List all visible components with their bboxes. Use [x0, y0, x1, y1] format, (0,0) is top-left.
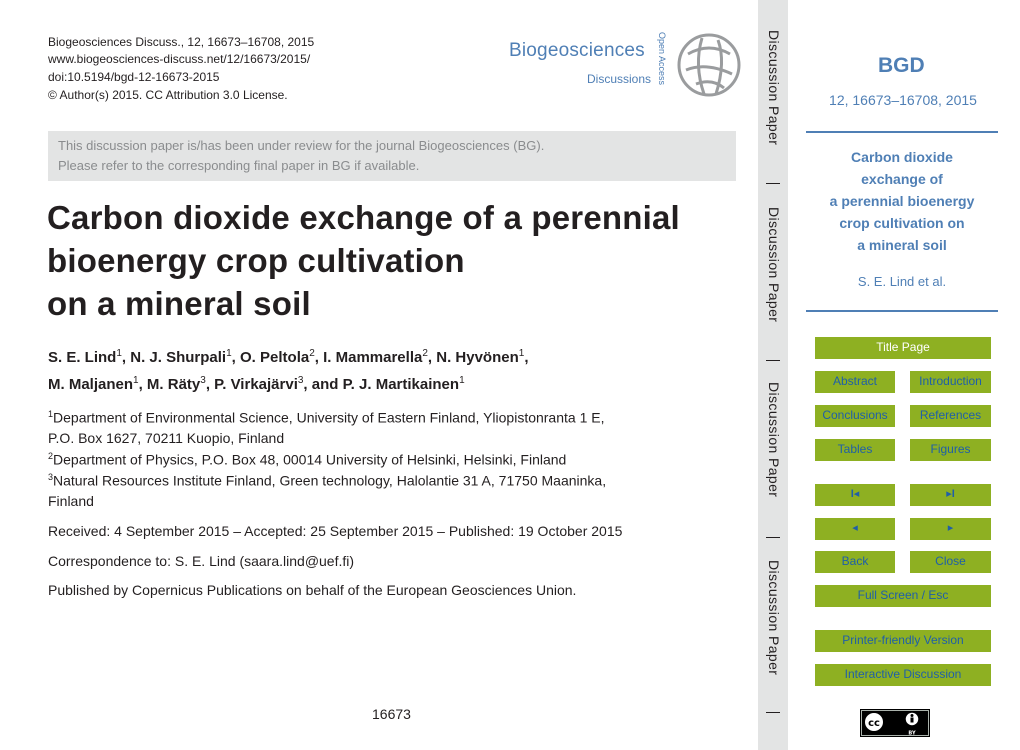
paper-title-line-2: bioenergy crop cultivation	[47, 242, 465, 279]
first-page-button[interactable]: I◂	[815, 484, 895, 506]
affiliation-text-cont: P.O. Box 1627, 70211 Kuopio, Finland	[48, 429, 285, 446]
strip-separator	[766, 537, 780, 538]
last-page-button[interactable]: ▸I	[910, 484, 991, 506]
author-line-1: S. E. Lind$^1$, N. J. Shurpali$^1$, O. Peltola$^2$, I. Mammarella$^2$, N. Hyvönen$^1$,	[48, 348, 529, 366]
discussion-paper-label: Discussion Paper	[766, 30, 782, 146]
affiliation-text: Department of Physics, P.O. Box 48, 00014 University of Helsinki, Helsinki, Finland	[53, 451, 567, 468]
strip-separator	[766, 183, 780, 184]
sidebar-title-line: crop cultivation on	[839, 215, 965, 231]
publisher-line: Published by Copernicus Publications on behalf of the European Geosciences Union.	[48, 582, 577, 598]
author-name: O. Peltola	[240, 349, 310, 366]
discussion-paper-label: Discussion Paper	[766, 207, 782, 323]
paper-title-line-3: on a mineral soil	[47, 285, 311, 322]
copyright-line: © Author(s) 2015. CC Attribution 3.0 License.	[48, 88, 288, 102]
author-and: and	[311, 376, 339, 393]
journal-logo-title: Biogeosciences	[509, 40, 645, 61]
affiliation-sup: 1	[48, 409, 54, 419]
author-affil-sup: 3	[200, 375, 206, 386]
affiliation-text: Natural Resources Institute Finland, Green technology, Halolantie 31 A, 71750 Maaninka,	[53, 472, 607, 489]
affiliation-sup: 3	[48, 472, 54, 482]
affiliation-3	[48, 467, 738, 511]
author-name: M. Maljanen	[48, 376, 134, 393]
conclusions-button[interactable]: Conclusions	[815, 405, 895, 427]
journal-abbreviation: BGD	[878, 54, 925, 77]
next-page-button[interactable]: ▸	[910, 518, 991, 540]
svg-text:Open Access: Open Access	[657, 32, 667, 86]
sidebar-paper-title	[806, 146, 998, 256]
full-screen-button[interactable]: Full Screen / Esc	[815, 585, 991, 607]
author-affil-sup: 1	[226, 348, 232, 359]
sidebar-title-line: Carbon dioxide	[851, 149, 953, 165]
discussion-paper-label: Discussion Paper	[766, 560, 782, 676]
divider	[806, 310, 998, 312]
cc-by-license-icon[interactable]	[860, 709, 930, 737]
review-notice	[48, 131, 736, 181]
doi[interactable]: doi:10.5194/bgd-12-16673-2015	[48, 70, 220, 84]
affiliation-text: Department of Environmental Science, University of Eastern Finland, Yliopistonranta 1 E,	[53, 409, 605, 426]
strip-separator	[766, 360, 780, 361]
close-button[interactable]: Close	[910, 551, 991, 573]
globe-logo-icon	[676, 32, 742, 98]
previous-page-button[interactable]: ◂	[815, 518, 895, 540]
journal-logo-subtitle: Discussions	[587, 72, 652, 86]
author-affil-sup: 1	[459, 375, 465, 386]
title-page-button[interactable]: Title Page	[815, 337, 991, 359]
author-name: N. Hyvönen	[436, 349, 519, 366]
strip-separator	[766, 712, 780, 713]
abstract-button[interactable]: Abstract	[815, 371, 895, 393]
paper-title	[47, 196, 727, 325]
introduction-button[interactable]: Introduction	[910, 371, 991, 393]
references-button[interactable]: References	[910, 405, 991, 427]
paper-title-line-1: Carbon dioxide exchange of a perennial	[47, 199, 680, 236]
author-affil-sup: 1	[518, 348, 525, 359]
back-button[interactable]: Back	[815, 551, 895, 573]
publication-dates: Received: 4 September 2015 – Accepted: 25 September 2015 – Published: 19 October 2015	[48, 523, 623, 539]
author-affil-sup: 1	[133, 375, 139, 386]
sidebar-title-line: a mineral soil	[857, 237, 947, 253]
correspondence[interactable]: Correspondence to: S. E. Lind (saara.lind@uef.fi)	[48, 553, 355, 569]
author-name: S. E. Lind	[48, 349, 117, 366]
author-affil-sup: 2	[309, 348, 315, 359]
affiliation-sup: 2	[48, 451, 54, 461]
author-name: P. Virkajärvi	[214, 376, 298, 393]
interactive-discussion-button[interactable]: Interactive Discussion	[815, 664, 991, 686]
author-name: M. Räty	[146, 376, 201, 393]
printer-friendly-button[interactable]: Printer-friendly Version	[815, 630, 991, 652]
tables-button[interactable]: Tables	[815, 439, 895, 461]
author-name: P. J. Martikainen	[342, 376, 460, 393]
review-notice-line-2: Please refer to the corresponding final paper in BG if available.	[58, 158, 420, 173]
open-access-icon	[655, 30, 669, 102]
divider	[806, 131, 998, 133]
author-affil-sup: 3	[297, 375, 304, 386]
affiliation-1	[48, 404, 738, 448]
author-affil-sup: 2	[422, 348, 428, 359]
svg-text:BY: BY	[908, 730, 916, 737]
figures-button[interactable]: Figures	[910, 439, 991, 461]
sidebar-title-line: a perennial bioenergy	[829, 193, 975, 209]
journal-citation: Biogeosciences Discuss., 12, 16673–16708, 2015	[48, 35, 315, 49]
author-affil-sup: 1	[116, 348, 122, 359]
discussion-paper-label: Discussion Paper	[766, 382, 782, 498]
page-number: 16673	[372, 706, 411, 722]
author-line-2: M. Maljanen$^1$, M. Räty$^3$, P. Virkajärvi$^3$, and P. J. Martikainen$^1$	[48, 375, 465, 393]
affiliation-text-cont: Finland	[48, 492, 94, 509]
author-list	[48, 342, 738, 396]
author-name: I. Mammarella	[323, 349, 423, 366]
sidebar-authors: S. E. Lind et al.	[857, 274, 947, 289]
journal-url[interactable]: www.biogeosciences-discuss.net/12/16673/2015/	[48, 52, 311, 66]
volume-info: 12, 16673–16708, 2015	[829, 92, 977, 108]
author-name: N. J. Shurpali	[130, 349, 227, 366]
review-notice-line-1: This discussion paper is/has been under review for the journal Biogeosciences (BG).	[58, 138, 545, 153]
svg-text:cc: cc	[868, 718, 880, 729]
sidebar-title-line: exchange of	[861, 171, 943, 187]
